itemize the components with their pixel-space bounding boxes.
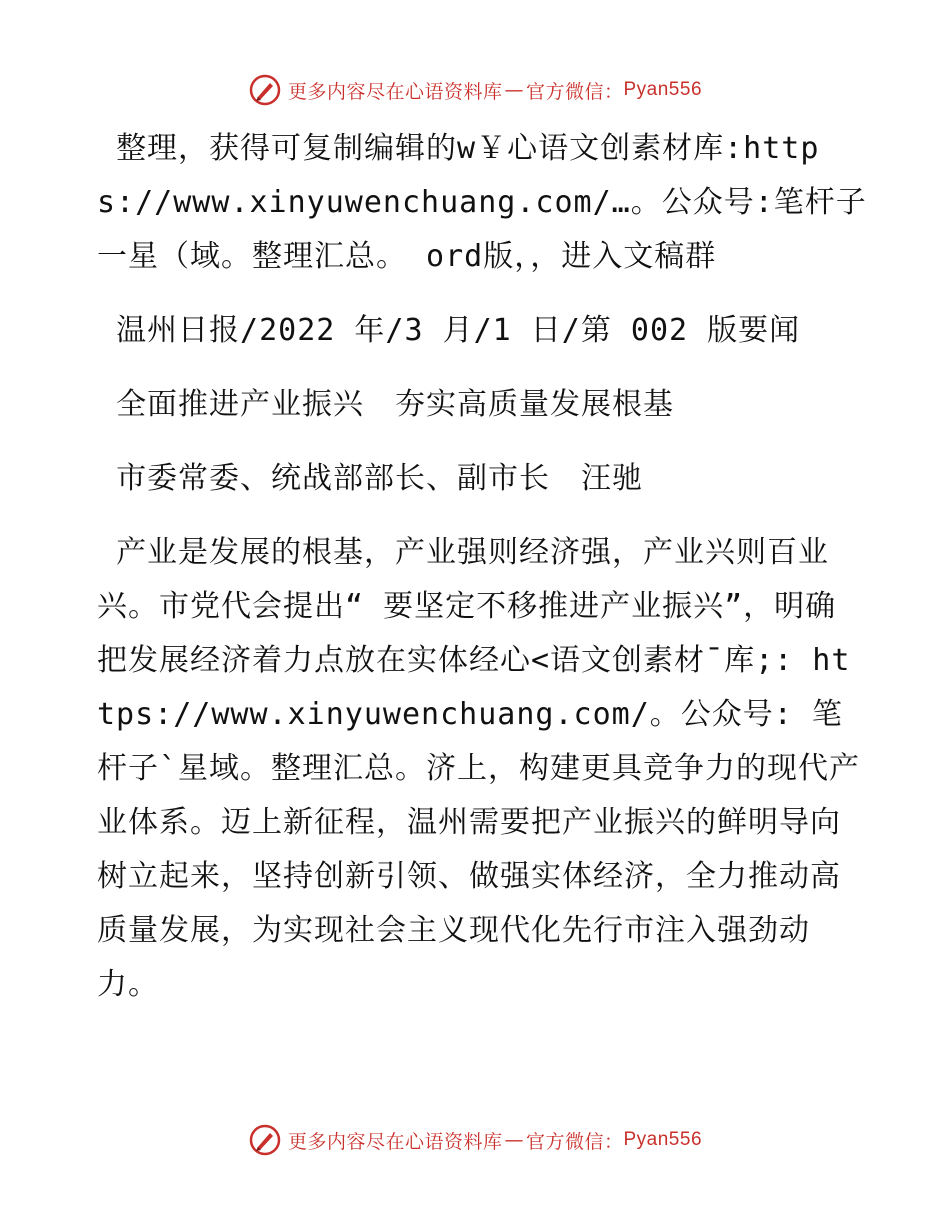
watermark-sub-text: 官方微信： <box>525 1130 624 1153</box>
headline: 全面推进产业振兴 夯实高质量发展根基 <box>97 387 675 422</box>
document-body <box>97 122 867 1012</box>
watermark-dash: — <box>504 1129 524 1151</box>
body-paragraph-1: 产业是发展的根基，产业强则经济强，产业兴则百业兴。市党代会提出“ 要坚定不移推进产业振兴”，明确把发展经济着力点放在实体经心<语文创素材¯库;: https://www.xinyuwenchuang.com/。公众号: 笔杆子`星域。整理汇总。济上，构建更具竞争力的现代产业体系。迈上新征程，温州需要把产业振兴的鲜明导向树立起来，坚持创新引领、做强实体经济，全力推动高质量发展，为实现社会主义现代化先行市注入强劲动力。 <box>97 535 861 1002</box>
watermark-sub-text: 官方微信： <box>525 80 624 103</box>
pen-logo-icon <box>248 1123 282 1157</box>
watermark-wechat-id: Pyan556 <box>623 1129 703 1150</box>
watermark-footer <box>0 1120 950 1160</box>
watermark-header <box>0 70 950 110</box>
dateline: 温州日报/2022 年/3 月/1 日/第 002 版要闻 <box>97 313 801 348</box>
watermark-main-text: 更多内容尽在心语资料库 <box>287 1130 503 1153</box>
intro-paragraph: 整理，获得可复制编辑的w￥心语文创素材库:https://www.xinyuwenchuang.com/…。公众号:笔杆子一星（域。整理汇总。 ord版，，进入文稿群 <box>97 131 867 274</box>
watermark-dash: — <box>504 79 524 101</box>
watermark-wechat-id: Pyan556 <box>623 79 703 100</box>
pen-logo-icon <box>248 73 282 107</box>
author-line: 市委常委、统战部部长、副市长 汪驰 <box>97 461 644 496</box>
watermark-main-text: 更多内容尽在心语资料库 <box>287 80 503 103</box>
